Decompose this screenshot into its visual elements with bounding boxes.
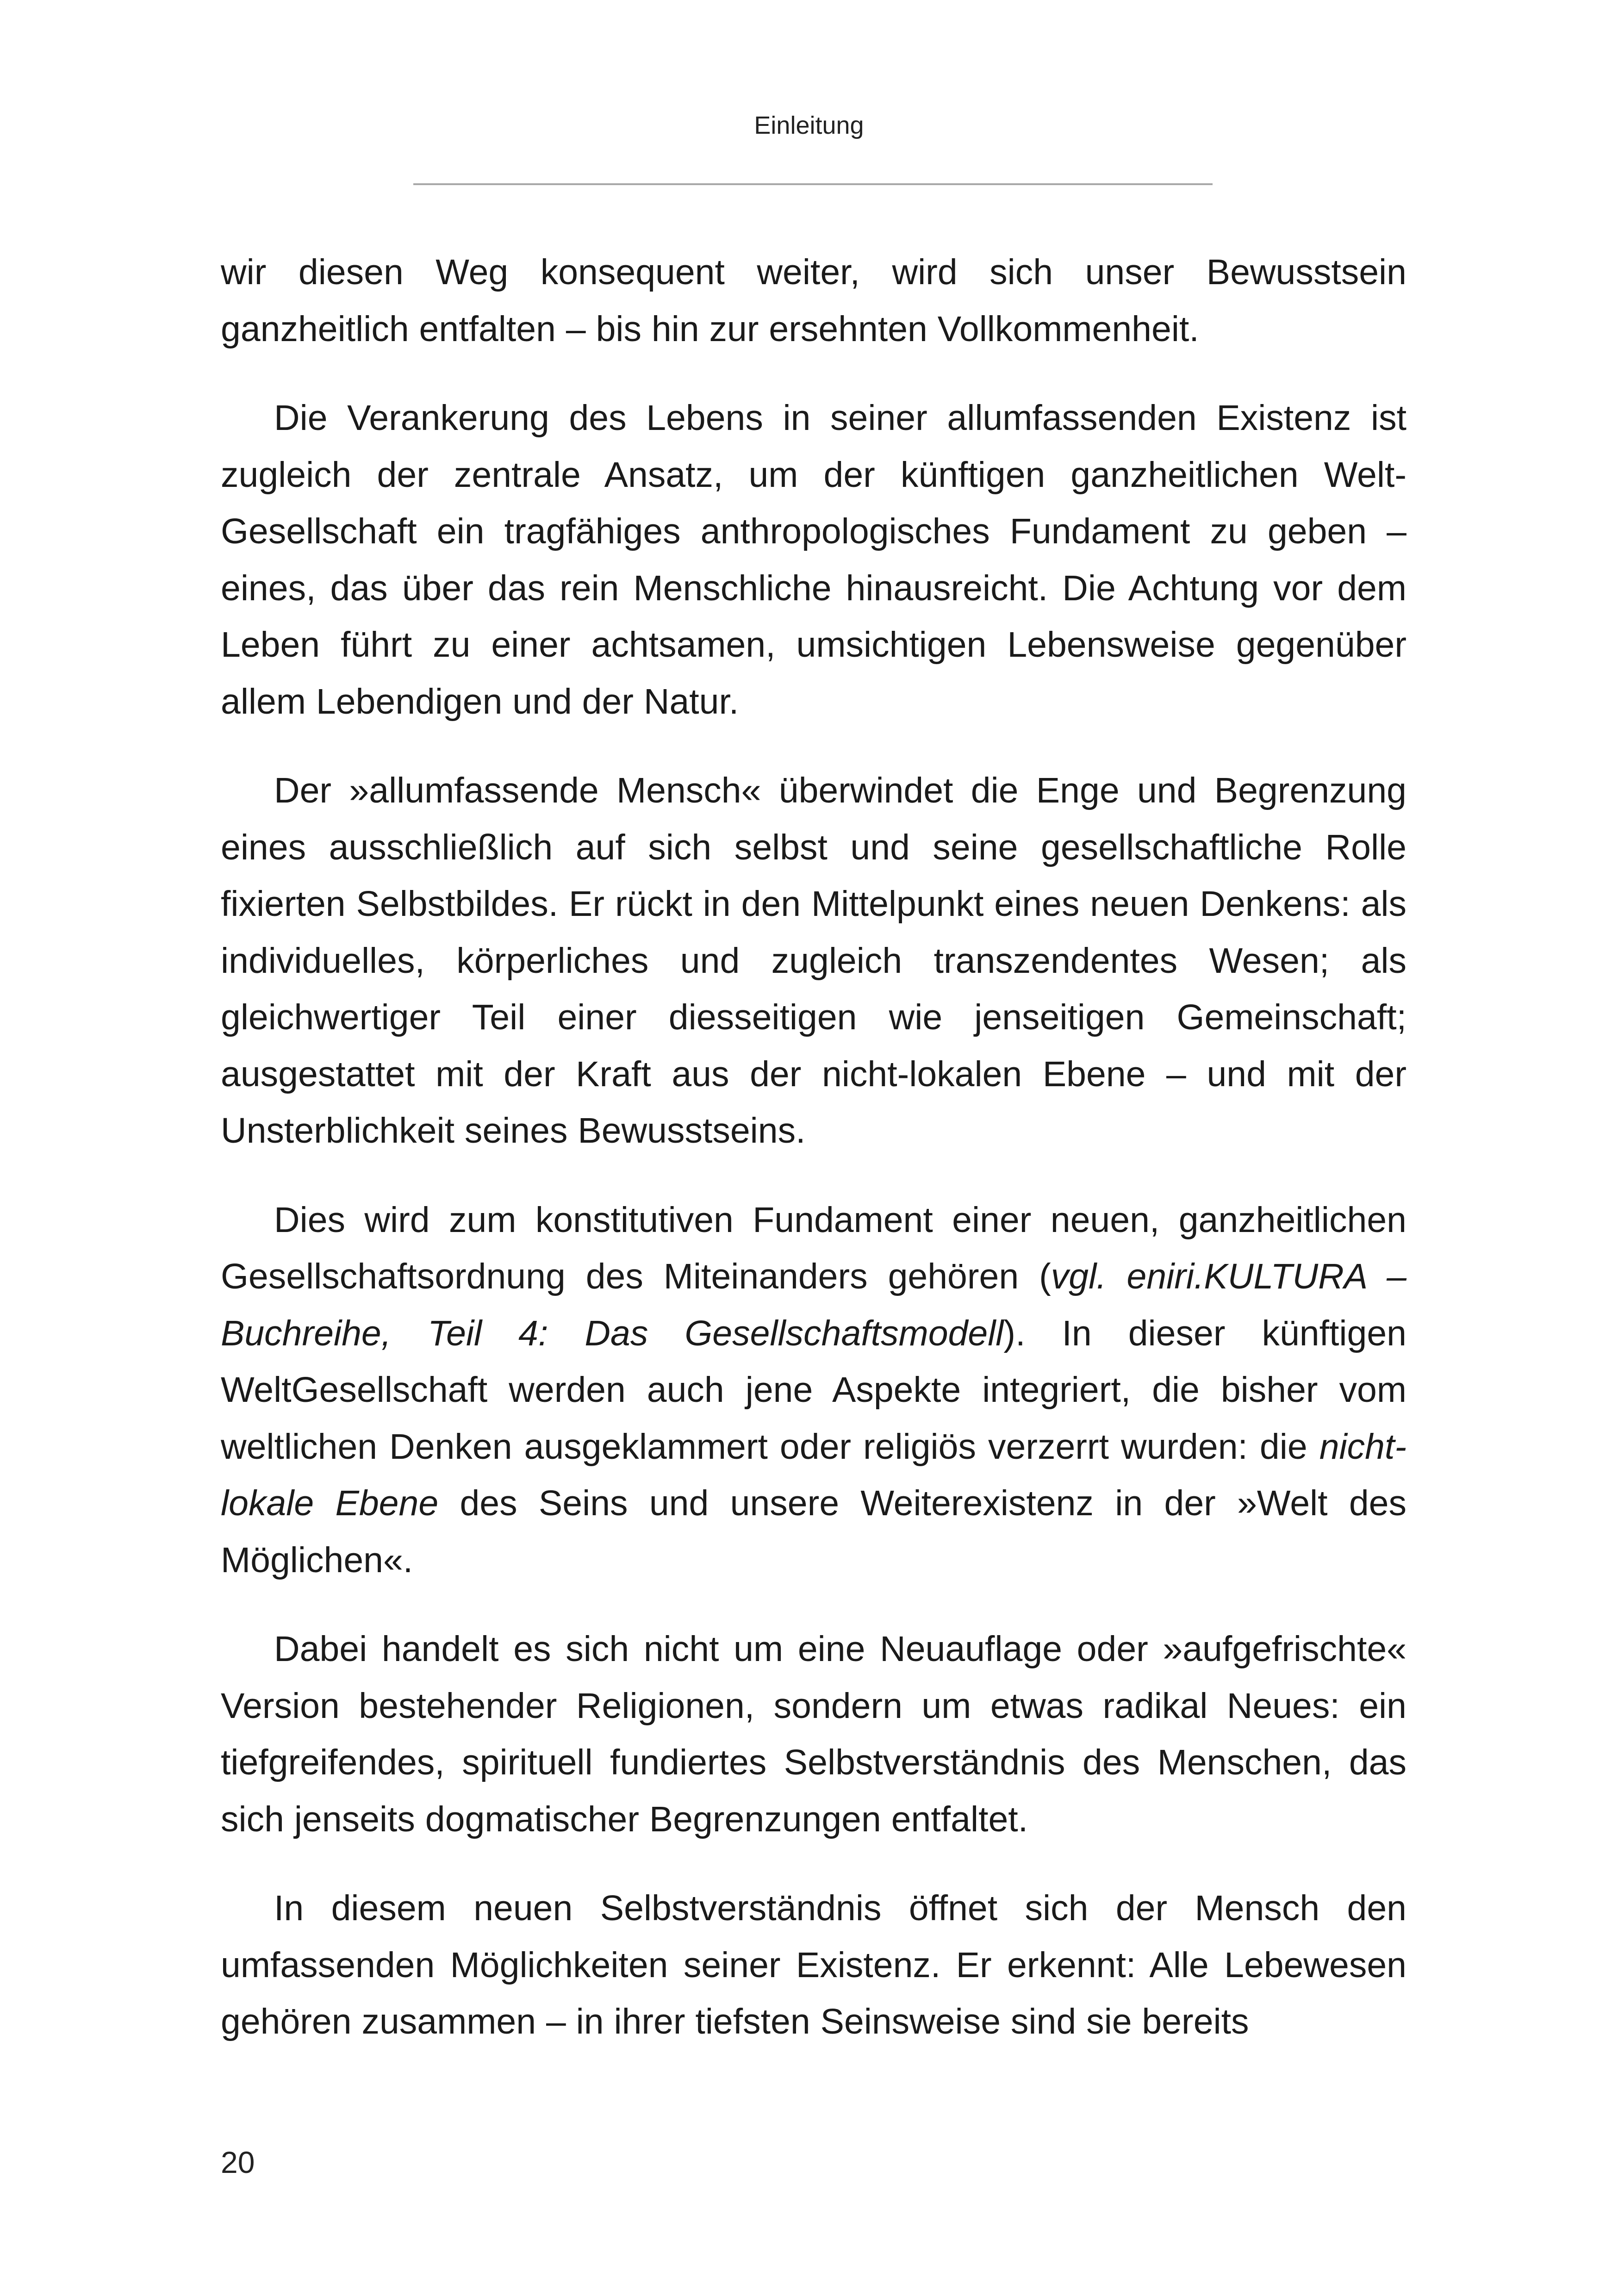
page-body (221, 244, 1406, 2083)
paragraph-3: Der »allumfassende Mensch« überwindet die Enge und Begrenzung eines ausschließlich auf sich selbst und seine gesellschaftliche Rolle fixierten Selbstbildes. Er rückt in den Mittelpunkt eines neuen Denkens: als individuelles, körperliches und zugleich transzendentes Wesen; als gleichwertiger Teil einer diesseitigen wie jenseitigen Gemeinschaft; ausgestattet mit der Kraft aus der nicht-lokalen Ebene – und mit der Unsterblichkeit seines Bewusstseins. (221, 771, 1406, 1151)
paragraph-6: In diesem neuen Selbstverständnis öffnet sich der Mensch den umfassenden Möglichkeiten seiner Existenz. Er erkennt: Alle Lebewesen gehören zusammen – in ihrer tiefsten Seinsweise sind sie bereits (221, 1888, 1406, 2041)
header-divider (413, 183, 1213, 185)
paragraph-4-emphasis: nicht-lokale Ebene (221, 1426, 1406, 1523)
paragraph-4-citation: vgl. eniri.KULTURA – Buchreihe, Teil 4: Das Gesellschaftsmodell (221, 1257, 1406, 1353)
paragraph-4-text-1: Dies wird zum konstitutiven Fundament einer neuen, ganzheitlichen Gesellschaftsordnung des Miteinanders gehören ( (221, 1200, 1406, 1296)
paragraph-4 (221, 1192, 1406, 1589)
running-header: Einleitung (754, 112, 864, 139)
paragraph-4-text-3: des Seins und unsere Weiterexistenz in der »Welt des Möglichen«. (221, 1483, 1406, 1580)
paragraph-5: Dabei handelt es sich nicht um eine Neuauflage oder »aufgefrischte« Version bestehender Religionen, sondern um etwas radikal Neues: ein tiefgreifendes, spirituell fundiertes Selbstverständnis des Menschen, das sich jenseits dogmatischer Begrenzungen entfaltet. (221, 1629, 1406, 1839)
paragraph-4-text-2: ). In dieser künftigen WeltGesellschaft werden auch jene Aspekte integriert, die bisher vom weltlichen Denken ausgeklammert oder religiös verzerrt wurden: die (221, 1313, 1406, 1467)
paragraph-2: Die Verankerung des Lebens in seiner allumfassenden Existenz ist zugleich der zentrale Ansatz, um der künftigen ganzheitlichen Welt-Gesellschaft ein tragfähiges anthropologisches Fundament zu geben – eines, das über das rein Menschliche hinausreicht. Die Achtung vor dem Leben führt zu einer achtsamen, umsichtigen Lebensweise gegenüber allem Lebendigen und der Natur. (221, 398, 1406, 722)
page-number: 20 (221, 2145, 255, 2179)
paragraph-1: wir diesen Weg konsequent weiter, wird sich unser Bewusstsein ganzheitlich entfalten – bis hin zur ersehnten Vollkommenheit. (221, 252, 1406, 349)
